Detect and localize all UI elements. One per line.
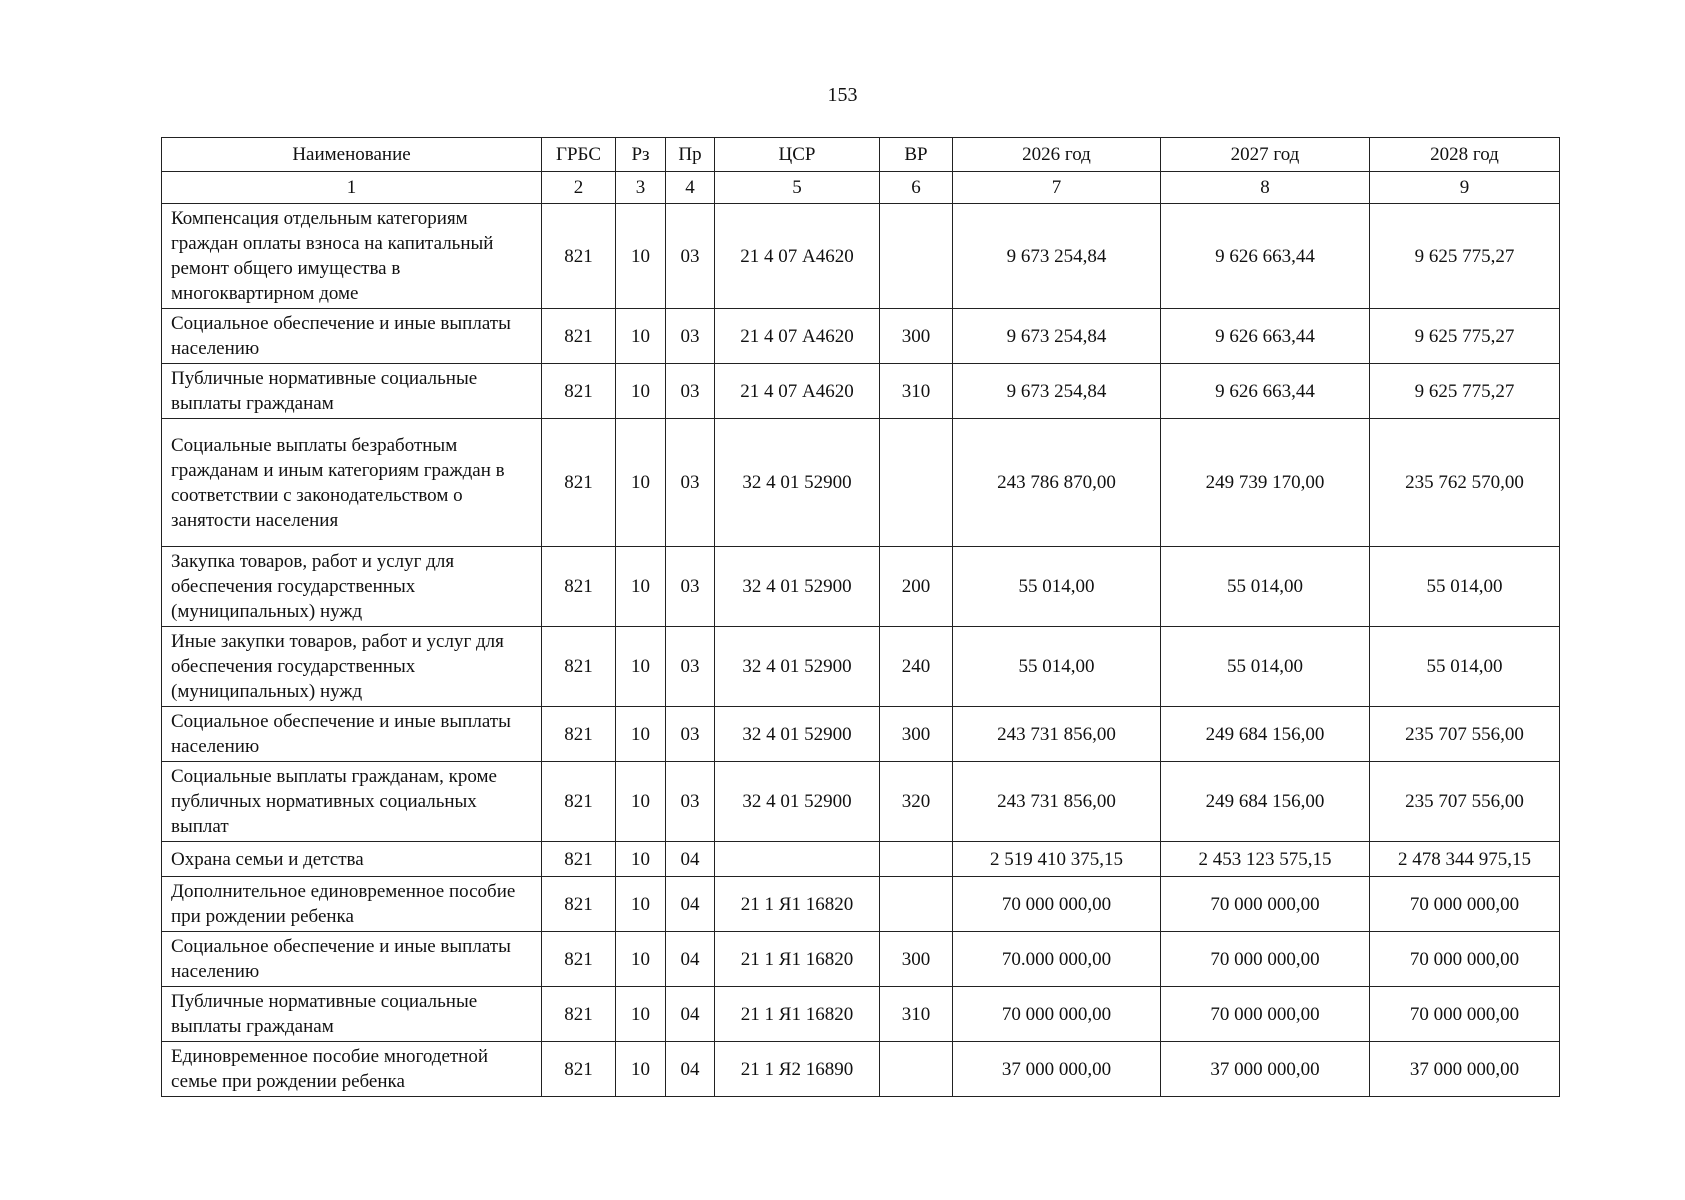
row-rz: 10 [616,987,666,1042]
row-pr: 04 [666,987,715,1042]
budget-table [161,137,1560,1097]
row-vr: 320 [880,762,953,842]
row-2027: 70 000 000,00 [1161,987,1370,1042]
row-pr: 04 [666,842,715,877]
row-name: Социальное обеспечение и иные выплаты населению [162,932,542,987]
row-2027: 70 000 000,00 [1161,932,1370,987]
row-2027: 9 626 663,44 [1161,204,1370,309]
row-csr: 21 1 Я2 16890 [715,1042,880,1097]
row-2026: 55 014,00 [953,627,1161,707]
row-rz: 10 [616,547,666,627]
row-csr: 32 4 01 52900 [715,627,880,707]
header-2028: 2028 год [1370,138,1560,172]
row-2027: 9 626 663,44 [1161,364,1370,419]
row-vr: 300 [880,707,953,762]
row-vr: 310 [880,987,953,1042]
row-name: Социальное обеспечение и иные выплаты населению [162,707,542,762]
row-vr [880,877,953,932]
row-rz: 10 [616,707,666,762]
row-2026: 37 000 000,00 [953,1042,1161,1097]
row-pr: 03 [666,419,715,547]
header-name: Наименование [162,138,542,172]
page-number: 153 [827,84,858,106]
row-2026: 70 000 000,00 [953,877,1161,932]
row-2028: 9 625 775,27 [1370,204,1560,309]
column-number: 1 [162,172,542,204]
row-grbs: 821 [542,547,616,627]
row-2027: 55 014,00 [1161,547,1370,627]
row-2028: 235 707 556,00 [1370,707,1560,762]
row-rz: 10 [616,932,666,987]
row-2027: 55 014,00 [1161,627,1370,707]
column-number: 6 [880,172,953,204]
row-grbs: 821 [542,1042,616,1097]
header-row [162,138,1560,172]
row-vr [880,204,953,309]
column-number: 9 [1370,172,1560,204]
row-2028: 9 625 775,27 [1370,309,1560,364]
row-grbs: 821 [542,419,616,547]
row-name: Охрана семьи и детства [162,842,542,877]
header-rz: Рз [616,138,666,172]
row-2026: 243 731 856,00 [953,762,1161,842]
row-rz: 10 [616,204,666,309]
row-csr: 32 4 01 52900 [715,762,880,842]
column-number: 4 [666,172,715,204]
header-2027: 2027 год [1161,138,1370,172]
row-pr: 03 [666,364,715,419]
table-row [162,547,1560,627]
row-grbs: 821 [542,707,616,762]
row-grbs: 821 [542,627,616,707]
row-grbs: 821 [542,877,616,932]
row-rz: 10 [616,762,666,842]
row-pr: 03 [666,309,715,364]
header-grbs: ГРБС [542,138,616,172]
row-2026: 9 673 254,84 [953,364,1161,419]
row-2028: 70 000 000,00 [1370,987,1560,1042]
row-2026: 70.000 000,00 [953,932,1161,987]
row-rz: 10 [616,419,666,547]
row-vr: 240 [880,627,953,707]
row-csr: 21 1 Я1 16820 [715,877,880,932]
row-vr [880,1042,953,1097]
row-name: Закупка товаров, работ и услуг для обеспечения государственных (муниципальных) нужд [162,547,542,627]
row-vr: 300 [880,932,953,987]
table-row [162,419,1560,547]
row-grbs: 821 [542,309,616,364]
row-csr: 32 4 01 52900 [715,547,880,627]
row-2027: 249 739 170,00 [1161,419,1370,547]
row-2026: 9 673 254,84 [953,309,1161,364]
row-2028: 235 762 570,00 [1370,419,1560,547]
row-rz: 10 [616,627,666,707]
row-vr: 300 [880,309,953,364]
row-2027: 70 000 000,00 [1161,877,1370,932]
row-pr: 04 [666,877,715,932]
table-row [162,707,1560,762]
row-2028: 55 014,00 [1370,547,1560,627]
row-csr: 32 4 01 52900 [715,419,880,547]
row-grbs: 821 [542,364,616,419]
row-rz: 10 [616,877,666,932]
row-2026: 55 014,00 [953,547,1161,627]
row-2026: 70 000 000,00 [953,987,1161,1042]
row-rz: 10 [616,309,666,364]
row-2027: 9 626 663,44 [1161,309,1370,364]
row-2026: 9 673 254,84 [953,204,1161,309]
row-2027: 37 000 000,00 [1161,1042,1370,1097]
row-name: Иные закупки товаров, работ и услуг для обеспечения государственных (муниципальных) нужд [162,627,542,707]
row-name: Социальное обеспечение и иные выплаты населению [162,309,542,364]
row-name: Компенсация отдельным категориям граждан оплаты взноса на капитальный ремонт общего имущества в многоквартирном доме [162,204,542,309]
row-name: Дополнительное единовременное пособие при рождении ребенка [162,877,542,932]
row-rz: 10 [616,1042,666,1097]
row-2028: 70 000 000,00 [1370,932,1560,987]
table-row [162,987,1560,1042]
column-number: 7 [953,172,1161,204]
table-row [162,309,1560,364]
row-pr: 03 [666,547,715,627]
row-2028: 235 707 556,00 [1370,762,1560,842]
row-grbs: 821 [542,204,616,309]
table-row [162,842,1560,877]
row-vr: 310 [880,364,953,419]
column-number: 2 [542,172,616,204]
row-2028: 2 478 344 975,15 [1370,842,1560,877]
row-2027: 249 684 156,00 [1161,762,1370,842]
row-csr: 21 4 07 А4620 [715,204,880,309]
column-number: 8 [1161,172,1370,204]
row-pr: 04 [666,1042,715,1097]
row-csr: 21 4 07 А4620 [715,309,880,364]
row-2026: 243 786 870,00 [953,419,1161,547]
row-vr [880,842,953,877]
row-rz: 10 [616,364,666,419]
row-name: Публичные нормативные социальные выплаты гражданам [162,987,542,1042]
row-2028: 9 625 775,27 [1370,364,1560,419]
table-row [162,627,1560,707]
row-grbs: 821 [542,762,616,842]
row-pr: 03 [666,204,715,309]
row-vr: 200 [880,547,953,627]
header-vr: ВР [880,138,953,172]
header-pr: Пр [666,138,715,172]
row-2028: 37 000 000,00 [1370,1042,1560,1097]
row-2027: 249 684 156,00 [1161,707,1370,762]
column-number-row [162,172,1560,204]
header-2026: 2026 год [953,138,1161,172]
row-2026: 2 519 410 375,15 [953,842,1161,877]
row-2027: 2 453 123 575,15 [1161,842,1370,877]
header-csr: ЦСР [715,138,880,172]
row-name: Социальные выплаты гражданам, кроме публичных нормативных социальных выплат [162,762,542,842]
column-number: 5 [715,172,880,204]
row-name: Социальные выплаты безработным гражданам и иным категориям граждан в соответствии с законодательством о занятости населения [162,419,542,547]
row-rz: 10 [616,842,666,877]
table-row [162,762,1560,842]
row-2028: 55 014,00 [1370,627,1560,707]
row-grbs: 821 [542,987,616,1042]
row-pr: 03 [666,627,715,707]
row-grbs: 821 [542,932,616,987]
table-row [162,932,1560,987]
column-number: 3 [616,172,666,204]
row-name: Публичные нормативные социальные выплаты гражданам [162,364,542,419]
row-pr: 03 [666,707,715,762]
row-vr [880,419,953,547]
row-grbs: 821 [542,842,616,877]
row-csr: 21 1 Я1 16820 [715,987,880,1042]
row-csr: 21 1 Я1 16820 [715,932,880,987]
table-row [162,877,1560,932]
table-row [162,364,1560,419]
row-2028: 70 000 000,00 [1370,877,1560,932]
row-pr: 04 [666,932,715,987]
table-row [162,1042,1560,1097]
row-csr: 32 4 01 52900 [715,707,880,762]
row-2026: 243 731 856,00 [953,707,1161,762]
row-pr: 03 [666,762,715,842]
row-name: Единовременное пособие многодетной семье при рождении ребенка [162,1042,542,1097]
row-csr [715,842,880,877]
row-csr: 21 4 07 А4620 [715,364,880,419]
table-row [162,204,1560,309]
